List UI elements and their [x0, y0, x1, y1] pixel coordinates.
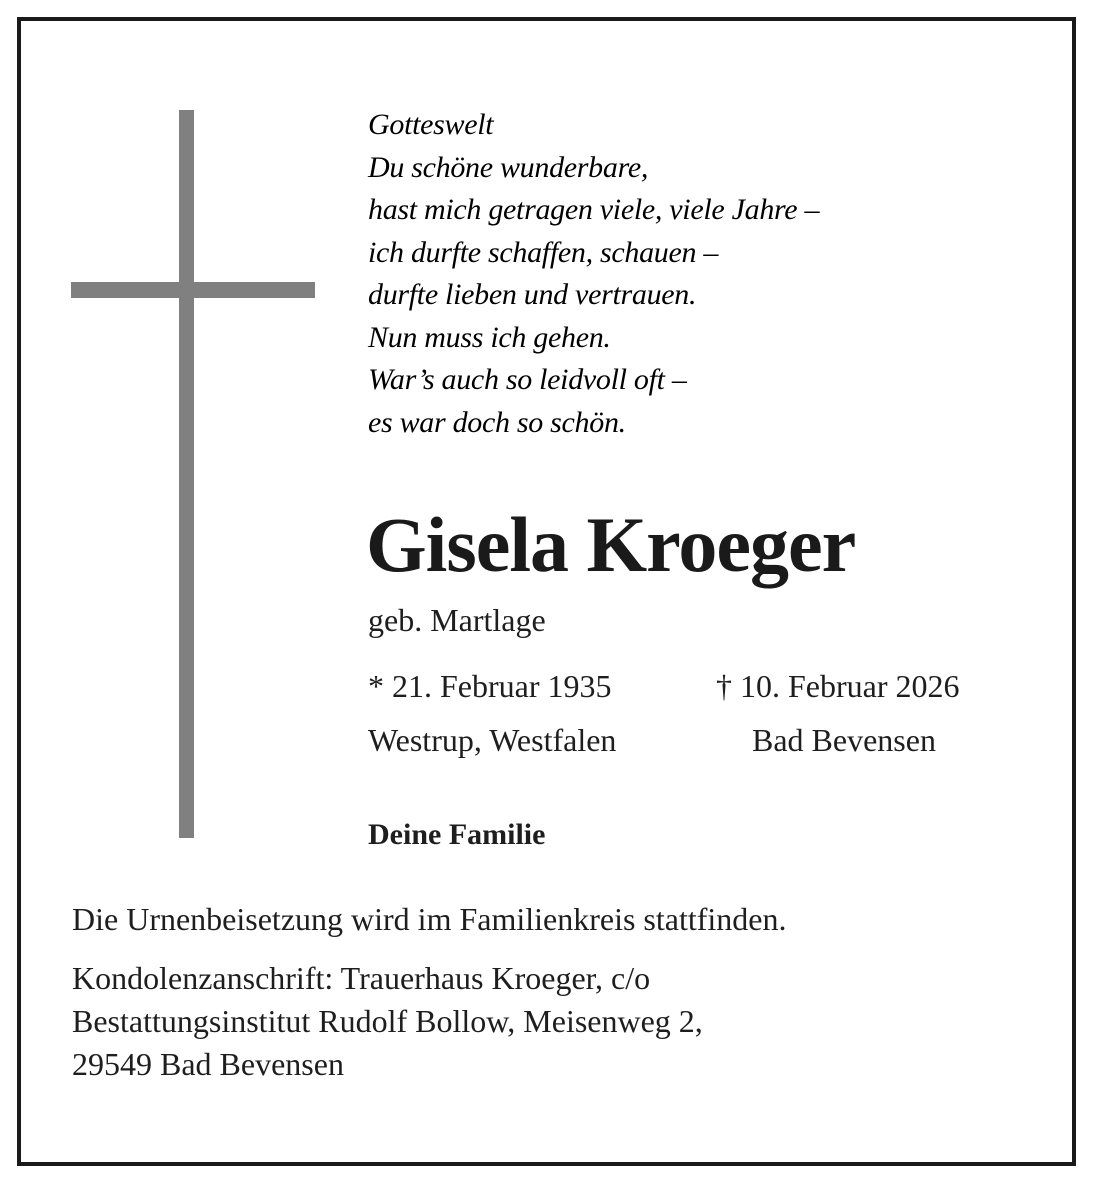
- maiden-name: geb. Martlage: [368, 602, 546, 638]
- address-line: Bestattungsinstitut Rudolf Bollow, Meisenweg 2,: [72, 1003, 703, 1039]
- deceased-name: Gisela Kroeger: [366, 501, 856, 588]
- poem-line: Du schöne wunderbare,: [368, 150, 649, 184]
- address-line: 29549 Bad Bevensen: [72, 1046, 344, 1082]
- poem-line: Gotteswelt: [368, 108, 494, 141]
- poem-line: War’s auch so leidvoll oft –: [368, 363, 687, 396]
- poem: [368, 104, 819, 444]
- poem-line: es war doch so schön.: [368, 405, 626, 439]
- family-signature: Deine Familie: [368, 818, 546, 851]
- poem-line: hast mich getragen viele, viele Jahre –: [368, 193, 820, 226]
- burial-note: Die Urnenbeisetzung wird im Familienkreis stattfinden.: [72, 901, 787, 937]
- death-place: Bad Bevensen: [752, 722, 936, 758]
- condolence-address: [72, 957, 703, 1086]
- cross-horizontal-bar: [71, 282, 315, 298]
- address-line: Kondolenzanschrift: Trauerhaus Kroeger, c/o: [72, 960, 651, 996]
- poem-line: Nun muss ich gehen.: [368, 320, 611, 354]
- cross-vertical-bar: [179, 110, 194, 838]
- poem-line: ich durfte schaffen, schauen –: [368, 235, 719, 269]
- poem-line: durfte lieben und vertrauen.: [368, 278, 697, 311]
- birth-place: Westrup, Westfalen: [368, 722, 617, 758]
- birth-date: * 21. Februar 1935: [368, 668, 612, 704]
- death-date: † 10. Februar 2026: [716, 668, 960, 704]
